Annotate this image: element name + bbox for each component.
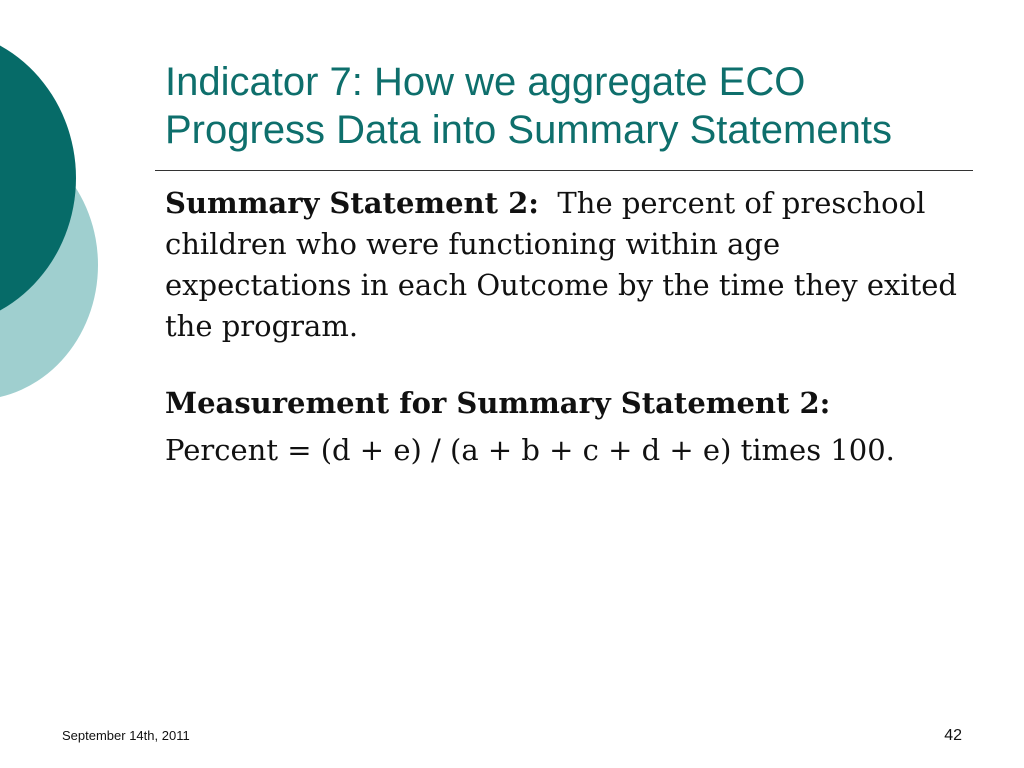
measurement-formula: Percent = (d + e) / (a + b + c + d + e) times 100. — [165, 433, 895, 467]
slide-title — [165, 58, 985, 154]
slide-title-line-2: Progress Data into Summary Statements — [165, 108, 892, 152]
summary-statement-text: The percent of preschool children who were functioning within age expectations in each Outcome by the time they exited the program. — [165, 186, 957, 343]
page-number: 42 — [944, 727, 962, 744]
summary-statement-label: Summary Statement 2: — [165, 186, 539, 220]
slide-body — [165, 183, 975, 471]
summary-statement-paragraph — [165, 183, 975, 347]
footer-date: September 14th, 2011 — [62, 728, 190, 743]
measurement-heading: Measurement for Summary Statement 2: — [165, 386, 831, 420]
slide-title-line-1: Indicator 7: How we aggregate ECO — [165, 60, 806, 104]
title-divider — [155, 170, 973, 171]
